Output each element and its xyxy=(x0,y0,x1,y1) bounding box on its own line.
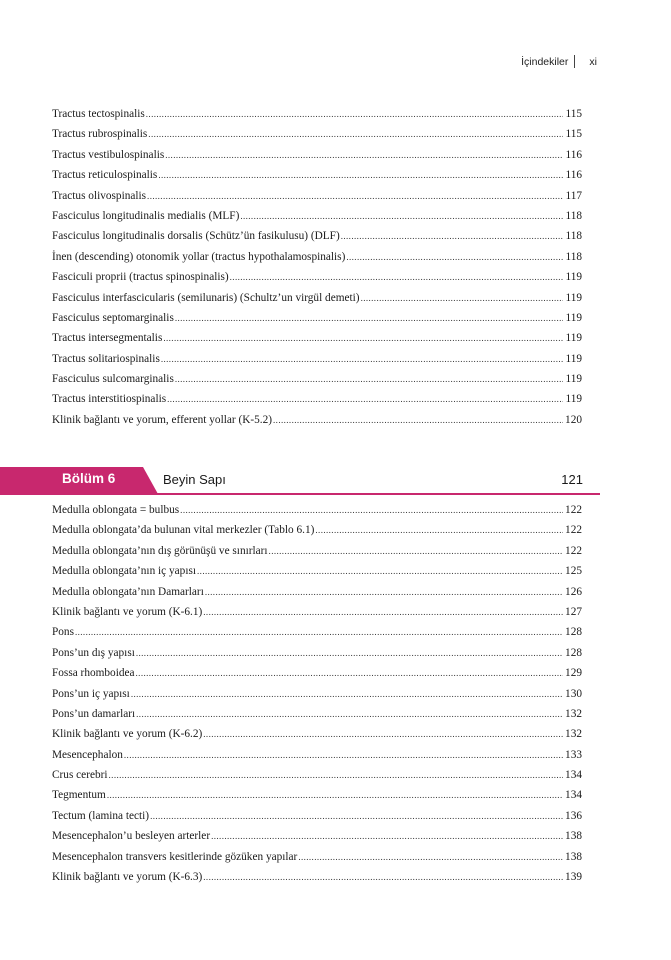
toc-entry-page: 133 xyxy=(565,748,582,761)
toc-entry[interactable] xyxy=(52,328,582,348)
toc-entry[interactable] xyxy=(52,745,582,765)
chapter-label: Bölüm 6 xyxy=(62,471,116,486)
toc-entry-title: Fasciculus septomarginalis xyxy=(52,311,174,324)
toc-leader-dots xyxy=(131,684,563,704)
toc-leader-dots xyxy=(315,520,563,540)
toc-leader-dots xyxy=(175,369,564,389)
toc-leader-dots xyxy=(136,643,563,663)
toc-leader-dots xyxy=(158,165,563,185)
toc-leader-dots xyxy=(163,328,563,348)
toc-entry-title: Fossa rhomboidea xyxy=(52,667,135,680)
toc-entry[interactable] xyxy=(52,308,582,328)
toc-entry-title: Fasciculi proprii (tractus spinospinalis) xyxy=(52,271,229,284)
toc-entry-title: Tectum (lamina tecti) xyxy=(52,809,150,822)
toc-leader-dots xyxy=(269,541,564,561)
toc-leader-dots xyxy=(150,806,563,826)
toc-entry-title: Fasciculus interfascicularis (semilunaris) (Schultz’un virgül demeti) xyxy=(52,291,360,304)
toc-entry[interactable] xyxy=(52,206,582,226)
toc-entry-page: 118 xyxy=(565,230,582,243)
toc-entry-page: 120 xyxy=(565,413,582,426)
toc-entry[interactable] xyxy=(52,145,582,165)
toc-entry[interactable] xyxy=(52,165,582,185)
chapter-page-number: 121 xyxy=(561,472,583,487)
chapter-heading-bar xyxy=(0,464,600,496)
toc-leader-dots xyxy=(136,704,563,724)
toc-entry-title: Klinik bağlantı ve yorum (K-6.2) xyxy=(52,728,203,741)
toc-leader-dots xyxy=(175,308,564,328)
toc-entry-page: 119 xyxy=(565,373,582,386)
toc-entry-page: 132 xyxy=(565,728,582,741)
toc-leader-dots xyxy=(167,389,563,409)
toc-entry-page: 116 xyxy=(565,148,582,161)
toc-list-part-1 xyxy=(52,104,582,430)
toc-leader-dots xyxy=(109,765,564,785)
toc-entry-title: İnen (descending) otonomik yollar (tractus hypothalamospinalis) xyxy=(52,250,346,263)
chapter-underline-rule xyxy=(0,493,600,495)
toc-entry-page: 116 xyxy=(565,169,582,182)
toc-entry[interactable] xyxy=(52,684,582,704)
toc-entry-title: Medulla oblongata = bulbus xyxy=(52,504,180,516)
toc-entry[interactable] xyxy=(52,765,582,785)
toc-entry[interactable] xyxy=(52,622,582,642)
toc-entry[interactable] xyxy=(52,643,582,663)
toc-leader-dots xyxy=(147,186,563,206)
toc-entry-title: Medulla oblongata’nın Damarları xyxy=(52,585,204,598)
toc-entry[interactable] xyxy=(52,663,582,683)
toc-entry-title: Tractus intersegmentalis xyxy=(52,332,163,345)
toc-entry-title: Fasciculus sulcomarginalis xyxy=(52,373,174,386)
toc-leader-dots xyxy=(124,745,563,765)
toc-entry-title: Fasciculus longitudinalis medialis (MLF) xyxy=(52,209,240,222)
toc-entry-page: 115 xyxy=(565,108,582,120)
toc-entry[interactable] xyxy=(52,389,582,409)
toc-entry-page: 138 xyxy=(565,830,582,843)
toc-entry-page: 117 xyxy=(565,189,582,202)
toc-entry-title: Tractus tectospinalis xyxy=(52,108,145,120)
toc-entry-page: 115 xyxy=(565,128,582,141)
running-head-section: İçindekiler xyxy=(521,55,569,68)
toc-entry[interactable] xyxy=(52,349,582,369)
toc-entry[interactable] xyxy=(52,541,582,561)
toc-entry-page: 119 xyxy=(565,291,582,304)
toc-entry[interactable] xyxy=(52,704,582,724)
toc-entry-page: 125 xyxy=(565,565,582,578)
toc-entry[interactable] xyxy=(52,410,582,430)
toc-leader-dots xyxy=(197,561,563,581)
toc-entry-page: 119 xyxy=(565,332,582,345)
toc-leader-dots xyxy=(361,288,564,308)
toc-leader-dots xyxy=(346,247,563,267)
toc-entry[interactable] xyxy=(52,247,582,267)
toc-leader-dots xyxy=(211,826,563,846)
toc-entry-title: Medulla oblongata’da bulunan vital merkezler (Tablo 6.1) xyxy=(52,524,315,537)
toc-leader-dots xyxy=(107,785,563,805)
toc-entry-page: 118 xyxy=(565,250,582,263)
toc-entry-title: Fasciculus longitudinalis dorsalis (Schütz’ün fasikulusu) (DLF) xyxy=(52,230,340,243)
toc-leader-dots xyxy=(146,104,564,124)
toc-leader-dots xyxy=(148,124,563,144)
toc-entry-title: Mesencephalon transvers kesitlerinde gözüken yapılar xyxy=(52,850,298,863)
toc-entry-title: Klinik bağlantı ve yorum, efferent yollar (K-5.2) xyxy=(52,413,273,426)
toc-entry-title: Tractus interstitiospinalis xyxy=(52,393,167,406)
toc-entry-title: Tractus rubrospinalis xyxy=(52,128,148,141)
toc-leader-dots xyxy=(273,410,563,430)
toc-entry-page: 128 xyxy=(565,626,582,639)
toc-entry[interactable] xyxy=(52,724,582,744)
toc-entry-page: 122 xyxy=(565,544,582,557)
toc-entry-page: 134 xyxy=(565,789,582,802)
toc-entry-page: 132 xyxy=(565,707,582,720)
chapter-title[interactable]: Beyin Sapı xyxy=(163,472,226,487)
toc-entry[interactable] xyxy=(52,561,582,581)
toc-entry[interactable] xyxy=(52,806,582,826)
toc-leader-dots xyxy=(161,349,564,369)
toc-entry[interactable] xyxy=(52,826,582,846)
toc-entry-page: 138 xyxy=(565,850,582,863)
toc-entry-page: 139 xyxy=(565,871,582,884)
toc-entry-title: Mesencephalon’u besleyen arterler xyxy=(52,830,211,843)
toc-leader-dots xyxy=(205,582,563,602)
running-head xyxy=(521,55,597,68)
toc-leader-dots xyxy=(75,622,563,642)
toc-entry[interactable] xyxy=(52,226,582,246)
toc-entry[interactable] xyxy=(52,785,582,805)
toc-entry-page: 130 xyxy=(565,687,582,700)
toc-entry-title: Tractus solitariospinalis xyxy=(52,352,160,365)
toc-entry-page: 126 xyxy=(565,585,582,598)
toc-entry-title: Pons xyxy=(52,626,74,639)
toc-entry[interactable] xyxy=(52,847,582,867)
toc-entry-title: Tractus reticulospinalis xyxy=(52,169,158,182)
toc-entry-page: 134 xyxy=(565,769,582,782)
toc-entry[interactable] xyxy=(52,369,582,389)
toc-entry-page: 136 xyxy=(565,809,582,822)
toc-entry-page: 122 xyxy=(565,524,582,537)
toc-leader-dots xyxy=(298,847,563,867)
toc-leader-dots xyxy=(180,500,563,520)
toc-list-part-2 xyxy=(52,500,582,887)
toc-entry-page: 128 xyxy=(565,646,582,659)
toc-leader-dots xyxy=(203,602,563,622)
toc-entry[interactable] xyxy=(52,602,582,622)
toc-entry-title: Klinik bağlantı ve yorum (K-6.3) xyxy=(52,871,203,884)
toc-entry-title: Crus cerebri xyxy=(52,769,108,782)
toc-entry-title: Pons’un damarları xyxy=(52,707,136,720)
toc-entry-title: Medulla oblongata’nın iç yapısı xyxy=(52,565,197,578)
toc-leader-dots xyxy=(203,724,563,744)
toc-entry[interactable] xyxy=(52,124,582,144)
toc-entry[interactable] xyxy=(52,867,582,887)
toc-entry-page: 119 xyxy=(565,352,582,365)
toc-entry-page: 119 xyxy=(565,271,582,284)
toc-leader-dots xyxy=(165,145,563,165)
toc-leader-dots xyxy=(203,867,563,887)
toc-entry-title: Pons’un iç yapısı xyxy=(52,687,130,700)
toc-entry-title: Medulla oblongata’nın dış görünüşü ve sınırları xyxy=(52,544,268,557)
running-head-divider xyxy=(574,55,575,68)
toc-entry-title: Tractus vestibulospinalis xyxy=(52,148,165,161)
toc-entry-title: Klinik bağlantı ve yorum (K-6.1) xyxy=(52,605,203,618)
toc-entry-title: Tractus olivospinalis xyxy=(52,189,147,202)
toc-entry-page: 119 xyxy=(565,393,582,406)
toc-entry-title: Tegmentum xyxy=(52,789,106,802)
toc-entry-page: 119 xyxy=(565,311,582,324)
toc-leader-dots xyxy=(230,267,564,287)
toc-entry[interactable] xyxy=(52,500,582,520)
toc-entry[interactable] xyxy=(52,582,582,602)
toc-entry[interactable] xyxy=(52,104,582,124)
toc-leader-dots xyxy=(341,226,564,246)
toc-entry-title: Pons’un dış yapısı xyxy=(52,646,135,659)
toc-entry-title: Mesencephalon xyxy=(52,748,123,761)
toc-entry[interactable] xyxy=(52,186,582,206)
toc-entry-page: 118 xyxy=(565,209,582,222)
toc-entry-page: 122 xyxy=(565,504,582,516)
toc-entry[interactable] xyxy=(52,288,582,308)
toc-entry[interactable] xyxy=(52,267,582,287)
running-head-page-number: xi xyxy=(589,55,597,68)
toc-leader-dots xyxy=(136,663,564,683)
toc-entry[interactable] xyxy=(52,520,582,540)
toc-entry-page: 127 xyxy=(565,605,582,618)
toc-entry-page: 129 xyxy=(565,667,582,680)
toc-leader-dots xyxy=(240,206,563,226)
